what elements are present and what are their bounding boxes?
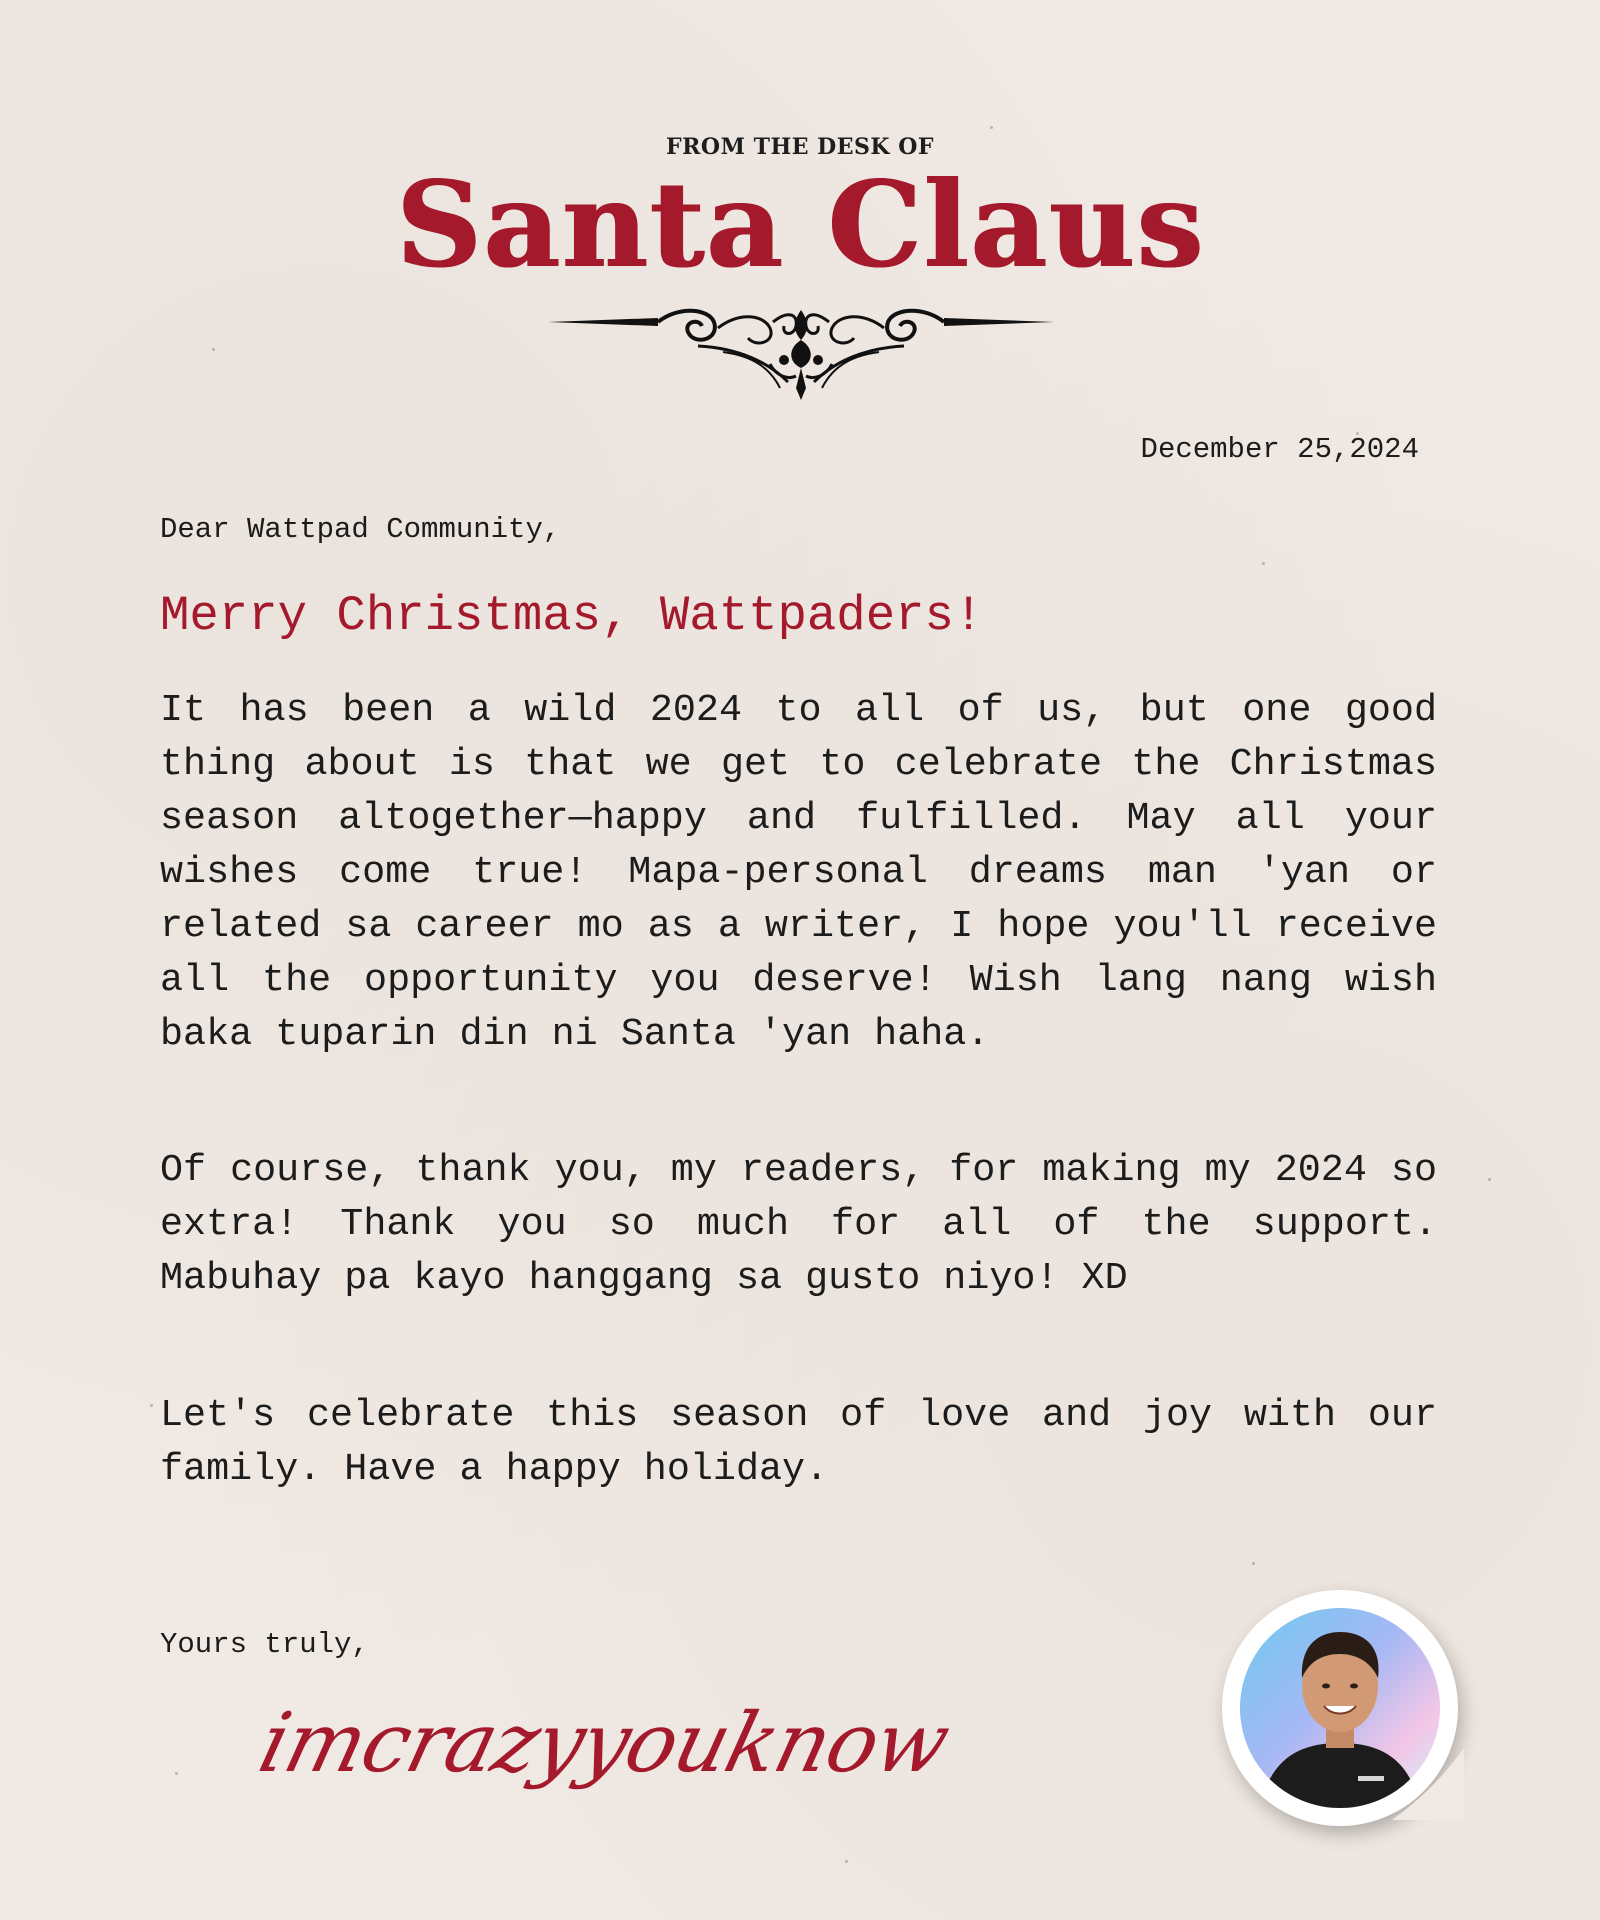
paper-speck xyxy=(212,348,215,351)
signature: imcrazyyouknow xyxy=(250,1696,958,1791)
letter-paragraph: Let's celebrate this season of love and joy with our family. Have a happy holiday. xyxy=(160,1393,1437,1491)
paper-speck xyxy=(150,1404,153,1407)
letterhead-title: Santa Claus xyxy=(395,155,1205,294)
peeled-corner-icon xyxy=(1372,1728,1464,1820)
paper-speck xyxy=(1252,1562,1255,1565)
paper-speck xyxy=(1488,1178,1491,1181)
flourish-divider-icon xyxy=(548,306,1054,402)
letter-paragraph: It has been a wild 2024 to all of us, but one good thing about is that we get to celebrate the Christmas season altogether—happy and fulfilled. May all your wishes come true! Mapa-personal dreams man 'yan or related sa career mo as a writer, I hope you'll receive all the opportunity you deserve! Wish lang nang wish baka tuparin din ni Santa 'yan haha. xyxy=(160,688,1437,1056)
letter-date: December 25,2024 xyxy=(1140,433,1419,466)
letter-closing: Yours truly, xyxy=(160,1628,369,1661)
paper-speck xyxy=(175,1772,178,1775)
letter-paragraph: Of course, thank you, my readers, for making my 2024 so extra! Thank you so much for all of the support. Mabuhay pa kayo hanggang sa gusto niyo! XD xyxy=(160,1148,1437,1300)
letter-headline: Merry Christmas, Wattpaders! xyxy=(160,588,984,644)
paper-speck xyxy=(990,126,993,129)
letter-greeting: Dear Wattpad Community, xyxy=(160,513,561,546)
letterhead-subtitle: FROM THE DESK OF xyxy=(666,134,934,160)
profile-photo-sticker-icon xyxy=(1222,1590,1458,1826)
paper-speck xyxy=(845,1860,848,1863)
paper-speck xyxy=(1262,562,1265,565)
